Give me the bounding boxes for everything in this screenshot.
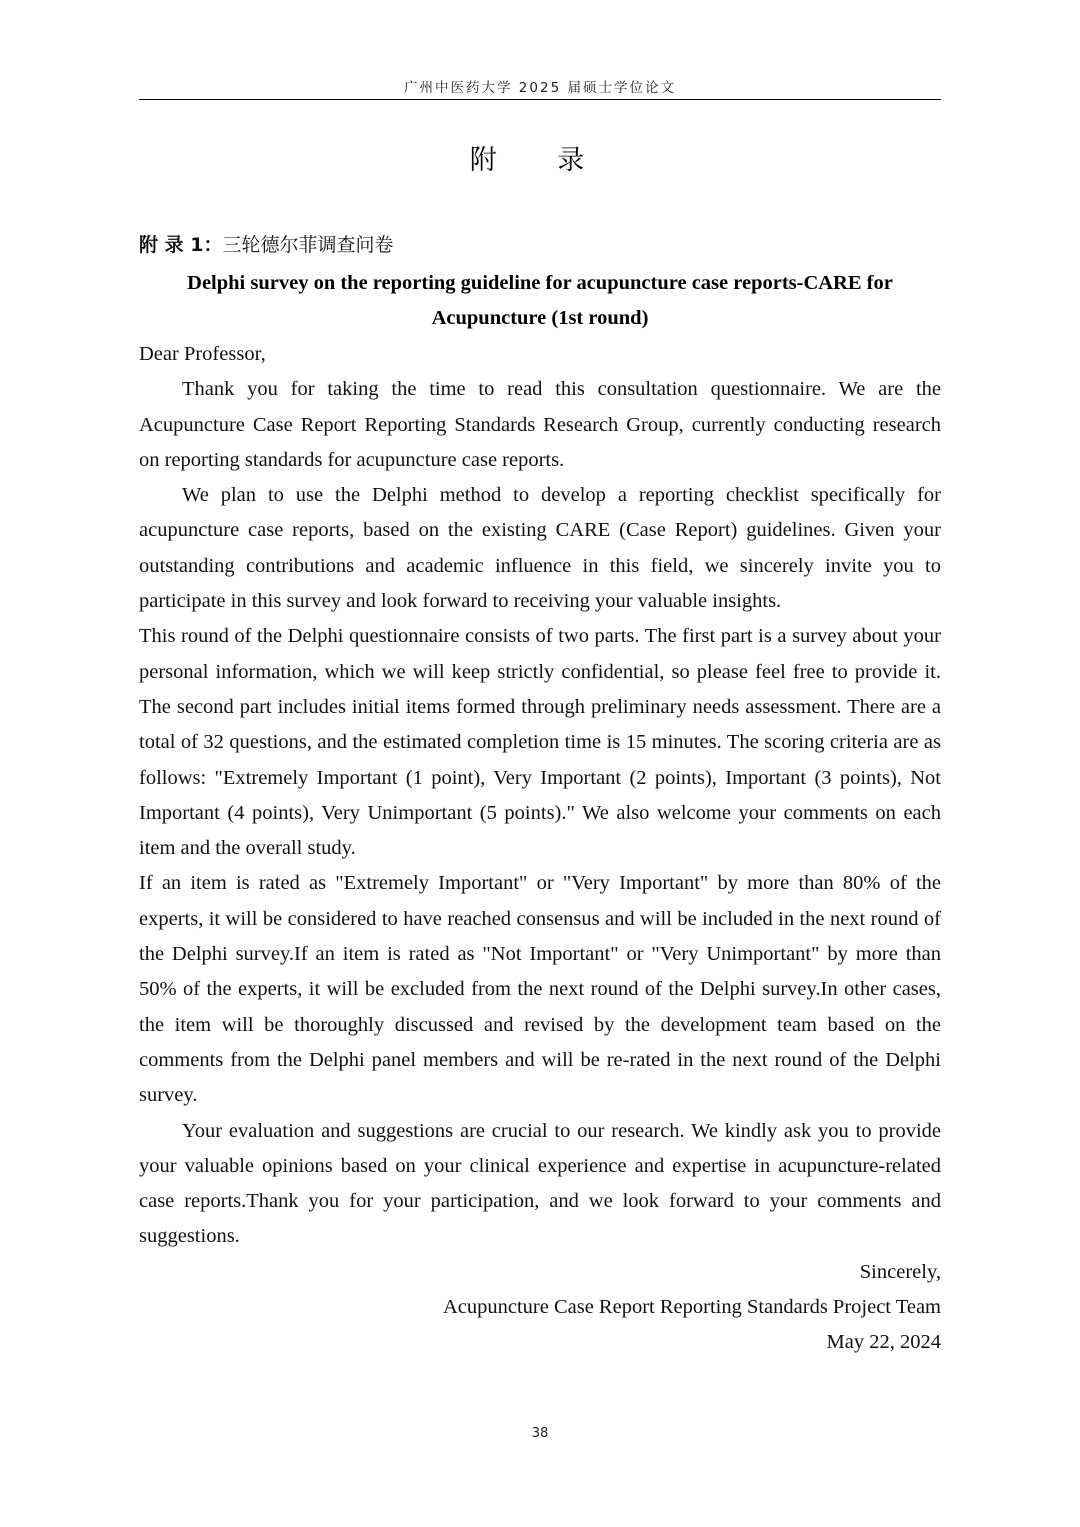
section-title: 三轮德尔菲调查问卷: [222, 234, 394, 256]
section-label: 附 录 1：: [139, 234, 223, 256]
section-heading: [139, 230, 393, 257]
paragraph-purpose: We plan to use the Delphi method to develop a reporting checklist specifically for acupuncture case reports, based on the existing CARE (Case Report) guidelines. Given your outstanding contributions and academic influence in this field, we sincerely invite you to participate in this survey and look forward to receiving your valuable insights.: [139, 484, 941, 613]
page-number: 38: [531, 1426, 549, 1441]
date: May 22, 2024: [826, 1331, 941, 1354]
paragraph-consensus-rules: If an item is rated as "Extremely Important" or "Very Important" by more than 80% of the experts, it will be considered to have reached consensus and will be included in the next round of the Delphi survey.If an item is rated as "Not Important" or "Very Unimportant" by more than 50% of the experts, it will be excluded from the next round of the Delphi survey.In other cases, the item will be thoroughly discussed and revised by the development team based on the comments from the Delphi panel members and will be re-rated in the next round of the Delphi survey.: [139, 872, 941, 1107]
document-title: [139, 266, 941, 337]
salutation: Dear Professor,: [139, 343, 266, 365]
paragraph-closing-request: Your evaluation and suggestions are crucial to our research. We kindly ask you to provide your valuable opinions based on your clinical experience and expertise in acupuncture-related case reports.Thank you for your participation, and we look forward to your comments and suggestions.: [139, 1119, 941, 1248]
header-divider: [139, 99, 941, 100]
document-title-line-1: Delphi survey on the reporting guideline for acupuncture case reports-CARE for: [187, 272, 893, 294]
signature: Acupuncture Case Report Reporting Standards Project Team: [442, 1296, 941, 1319]
letter-body: [139, 337, 941, 1361]
paragraph-structure: This round of the Delphi questionnaire consists of two parts. The first part is a survey about your personal information, which we will keep strictly confidential, so please feel free to provide it. The second part includes initial items formed through preliminary needs assessment. There are a total of 32 questions, and the estimated completion time is 15 minutes. The scoring criteria are as follows: "Extremely Important (1 point), Very Important (2 points), Important (3 points), Not Important (4 points), Very Unimportant (5 points)." We also welcome your comments on each item and the overall study.: [139, 625, 941, 860]
appendix-title: 附 录: [469, 145, 611, 176]
closing: Sincerely,: [859, 1260, 941, 1283]
document-title-line-2: Acupuncture (1st round): [431, 307, 649, 330]
paragraph-intro: Thank you for taking the time to read this consultation questionnaire. We are the Acupuncture Case Report Reporting Standards Research Group, currently conducting research on reporting standards for acupuncture case reports.: [139, 378, 941, 471]
running-header: 广州中医药大学 2025 届硕士学位论文: [404, 80, 676, 96]
